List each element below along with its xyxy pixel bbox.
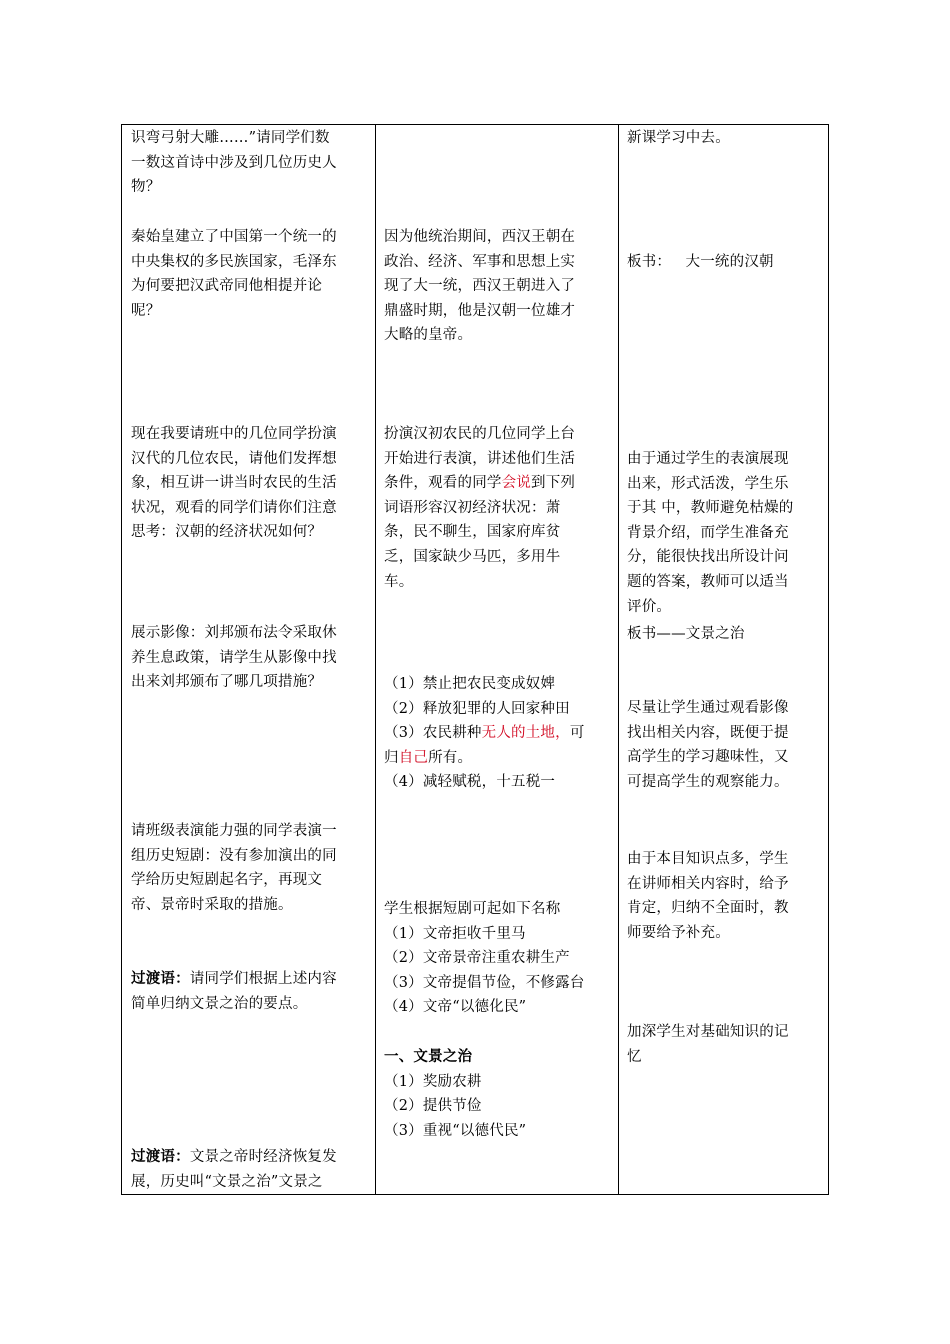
lesson-plan-table [121, 124, 829, 1195]
wenjing-summary-list: 一、文景之治 （1）奖励农耕 （2）提供节俭 （3）重视“以德代民” [384, 1045, 613, 1143]
video-note-text: 尽量让学生通过观看影像 找出相关内容，既便于提 高学生的学习趣味性，又 可提高学生的观察能力。 [627, 700, 789, 790]
skit-names-list: 学生根据短剧可起如下名称 （1）文帝拒收千里马 （2）文帝景帝注重农耕生产 （3）文帝提倡节俭，不修露台 （4）文帝“以德化民” [384, 901, 585, 1016]
highlighted-text: 自己 [398, 749, 429, 766]
memory-note-text: 加深学生对基础知识的记 忆 [627, 1024, 789, 1065]
design-intent-column [618, 125, 829, 1194]
history-skit-text: 请班级表演能力强的同学表演一 组历史短剧：没有参加演出的同 学给历史短剧起名字，再现文 帝、景帝时采取的措施。 [131, 823, 337, 913]
transition-label: 过渡语： [131, 1148, 190, 1165]
transition-label: 过渡语： [131, 970, 190, 987]
student-activity-column [375, 125, 619, 1194]
transition-text-2: 过渡语：文景之帝时经济恢复发 展，历史叫“文景之治”文景之 [131, 1148, 337, 1190]
transition-text-1: 过渡语：请同学们根据上述内容 简单归纳文景之治的要点。 [131, 970, 337, 1012]
qin-shihuang-question-text: 秦始皇建立了中国第一个统一的 中央集权的多民族国家，毛泽东 为何要把汉武帝同他相提并论 呢？ [131, 229, 337, 319]
farmer-roleplay-text: 现在我要请班中的几位同学扮演 汉代的几位农民，请他们发挥想 象，相互讲一讲当时农民的生活 状况，观看的同学们请你们注意 思考：汉朝的经济状况如何？ [131, 426, 337, 541]
video-display-text: 展示影像：刘邦颁布法令采取休 养生息政策，请学生从影像中找 出来刘邦颁布了哪几项措施？ [131, 625, 337, 691]
poem-question-text: 识弯弓射大雕……”请同学们数 一数这首诗中涉及到几位历史人 物？ [131, 130, 337, 196]
performance-note-text: 由于通过学生的表演展现 出来，形式活泼，学生乐 于其 中，教师避免枯燥的 背景介绍，而学生准备充 分，能很快找出所设计问 题的答案，教师可以适当 评价。 [627, 451, 794, 615]
knowledge-note-text: 由于本目知识点多，学生 在讲师相关内容时，给予 肯定，归纳不全面时，教 师要给予补充。 [627, 851, 789, 941]
section-heading: 一、文景之治 [384, 1048, 473, 1065]
highlighted-text: 会说 [501, 475, 532, 492]
board-note-wenjing: 板书——文景之治 [627, 626, 745, 642]
teacher-activity-column [122, 125, 375, 1194]
farmer-performance-text: 扮演汉初农民的几位同学上台 开始进行表演，讲述他们生活 条件，观看的同学会说到下列 词语形容汉初经济状况：萧 条，民不聊生，国家府库贫 乏，国家缺少马匹，多用牛 车。 [384, 426, 576, 590]
board-note-unification: 板书： 大一统的汉朝 [627, 254, 774, 270]
intro-note-text: 新课学习中去。 [627, 130, 730, 146]
han-wudi-answer-text: 因为他统治期间，西汉王朝在 政治、经济、军事和思想上实 现了大一统，西汉王朝进入了 鼎盛时期，他是汉朝一位雄才 大略的皇帝。 [384, 229, 576, 344]
liubang-measures-list: （1）禁止把农民变成奴婢 （2）释放犯罪的人回家种田 （3）农民耕种无人的土地，可 归自己所有。 （4）减轻赋税，十五税一 [384, 676, 585, 791]
highlighted-text: 无人的土地， [481, 725, 570, 742]
